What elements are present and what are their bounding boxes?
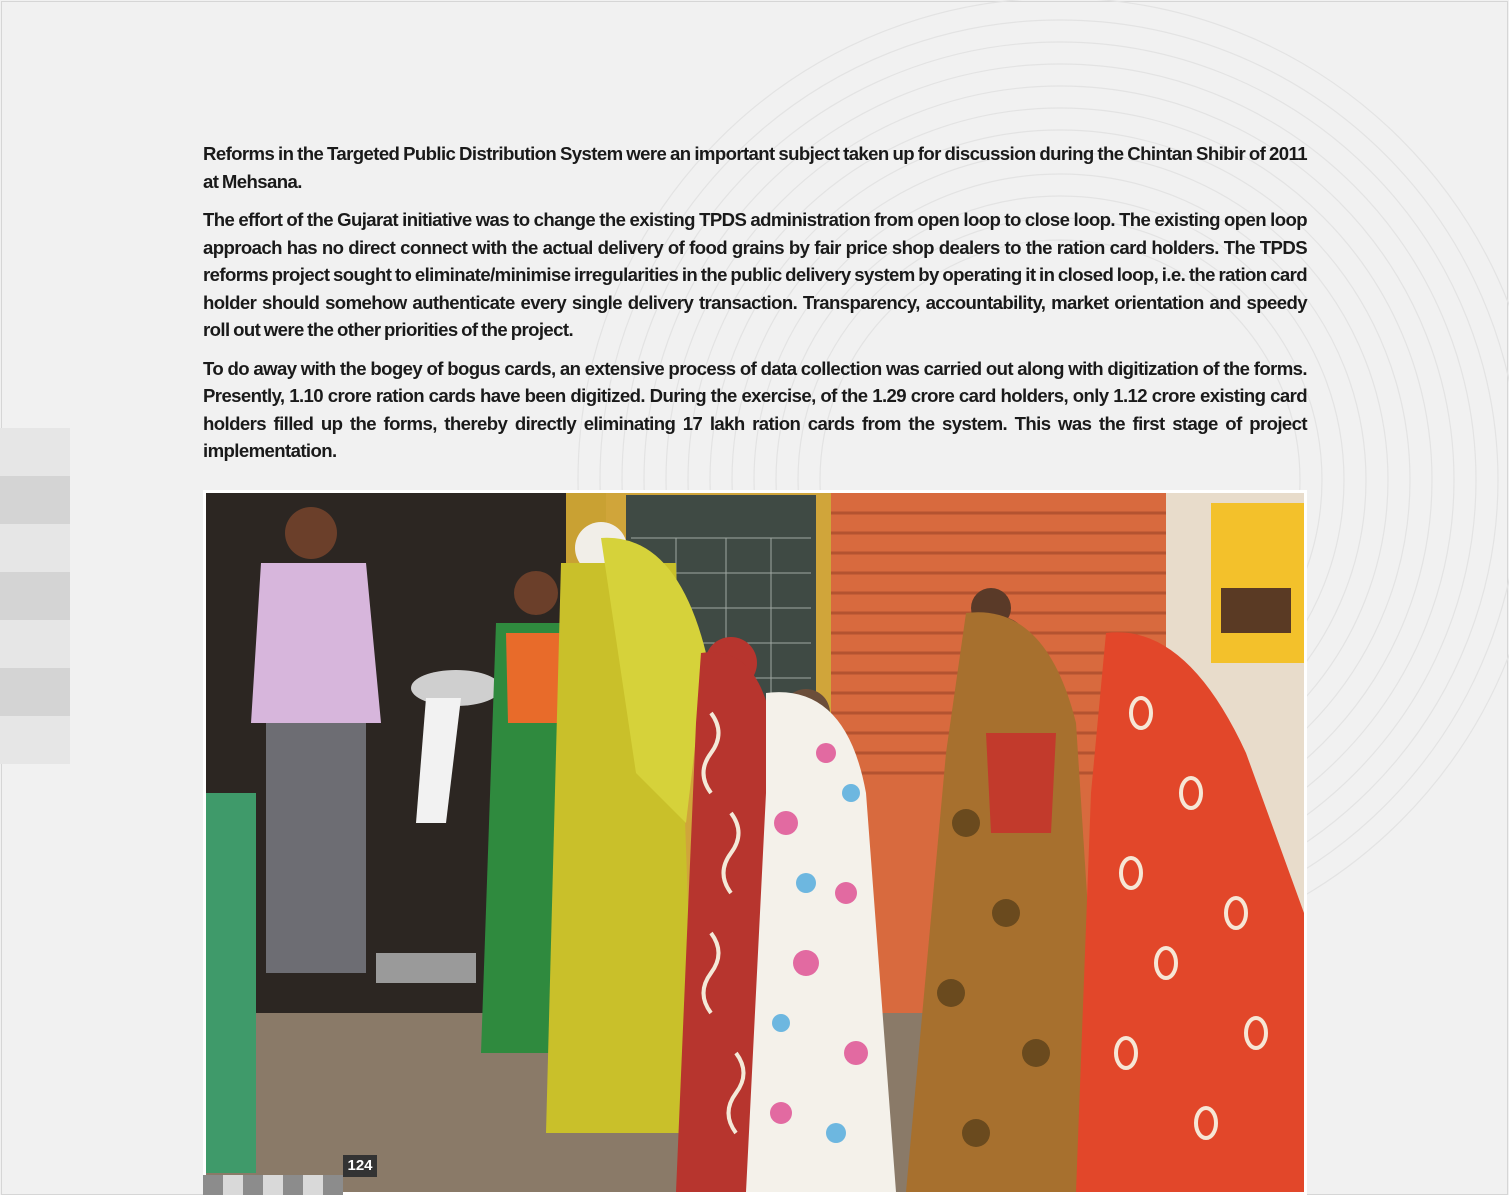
body-text <box>203 140 1307 476</box>
ration-shop-photo <box>203 490 1307 1195</box>
paragraph-intro: Reforms in the Targeted Public Distribution System were an important subject taken up for discussion during the Chintan Shibir of 2011 at Mehsana. <box>203 143 1307 192</box>
paragraph-closed-loop: The effort of the Gujarat initiative was to change the existing TPDS administration from open loop to close loop. The existing open loop approach has no direct connect with the actual delivery of food grains by fair price shop dealers to the ration card holders. The TPDS reforms project sought to eliminate/minimise irregularities in the public delivery system by operating it in closed loop, i.e. the ration card holder should somehow authenticate every single delivery transaction. Transparency, accountability, market orientation and speedy roll out were the other priorities of the project. <box>203 209 1307 340</box>
page-number: 124 <box>343 1155 377 1177</box>
bottom-decoration <box>203 1175 343 1195</box>
photo-illustration <box>206 493 1304 1192</box>
paragraph-digitization: To do away with the bogey of bogus cards, an extensive process of data collection was carried out along with digitization of the forms. Presently, 1.10 crore ration cards have been digitized. During the exercise, of the 1.29 crore card holders, only 1.12 crore existing card holders filled up the forms, thereby directly eliminating 17 lakh ration cards from the system. This was the first stage of project implementation. <box>203 357 1307 461</box>
side-decoration <box>0 428 70 768</box>
